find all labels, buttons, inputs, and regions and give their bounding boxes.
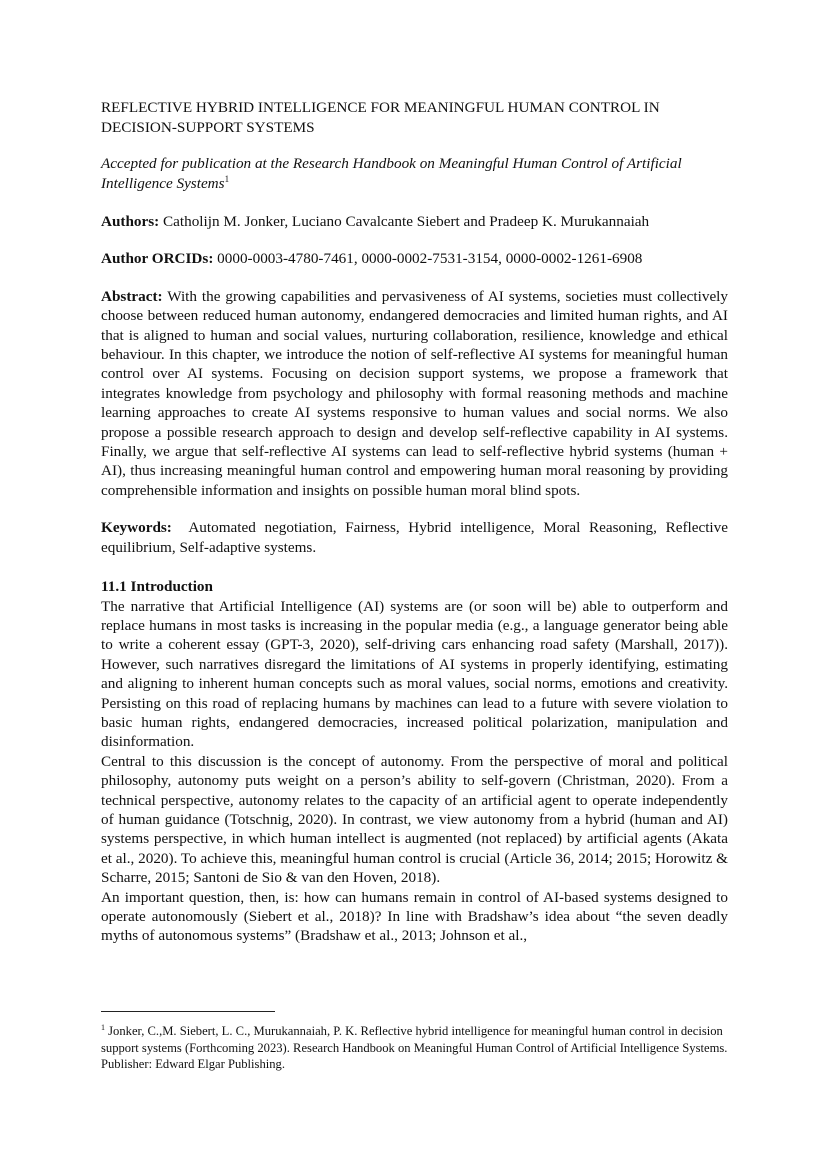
abstract-text: With the growing capabilities and pervasiveness of AI systems, societies must collectively choose between reduced human autonomy, endangered democracies and limited human rights, and AI that is aligned to human and social values, nurturing collaboration, resilience, knowledge and ethical behaviour. In this chapter, we introduce the notion of self-reflective AI systems for meaningful human control over AI systems. Focusing on decision support systems, we propose a framework that integrates knowledge from psychology and philosophy with formal reasoning methods and machine learning approaches to create AI systems responsive to human values and social norms. We also propose a possible research approach to design and develop self-reflective capability in AI systems. Finally, we argue that self-reflective AI systems can lead to self-reflective hybrid systems (human + AI), thus increasing meaningful human control and empowering human moral reasoning by providing comprehensible information and insights on possible human moral blind spots. [101,287,728,499]
keywords-text: Automated negotiation, Fairness, Hybrid intelligence, Moral Reasoning, Reflective equilibrium, Self-adaptive systems. [101,519,728,556]
authors-label: Authors: [101,213,160,230]
authors-names: Catholijn M. Jonker, Luciano Cavalcante Siebert and Pradeep K. Murukannaiah [163,213,650,230]
footnote-mark: 1 [101,1023,105,1032]
orcids-values: 0000-0003-4780-7461, 0000-0002-7531-3154, 0000-0002-1261-6908 [217,250,643,268]
orcids-line [101,249,728,268]
paper-page [101,98,728,946]
section-heading: 11.1 Introduction [101,578,213,596]
footnote-reference[interactable]: 1 [224,173,230,184]
footnote-divider [101,1011,275,1012]
abstract-label: Abstract: [101,287,163,305]
paper-title: REFLECTIVE HYBRID INTELLIGENCE FOR MEANINGFUL HUMAN CONTROL IN DECISION-SUPPORT SYSTEMS [101,99,660,136]
body-paragraph: The narrative that Artificial Intelligence (AI) systems are (or soon will be) able to outperform and replace humans in most tasks is increasing in the popular media (e.g., a language generator being able to write a coherent essay (GPT-3, 2020), self-driving cars enhancing road safety (Marshall, 2017)). However, such narratives disregard the limitations of AI systems in properly identifying, estimating and aligning to inherent human concepts such as moral values, social norms, emotions and creativity. Persisting on this road of replacing humans by machines can lead to a future with severe violation to basic human rights, endangered democracies, increased political polarization, manipulation and disinformation. [101,597,728,751]
orcids-label: Author ORCIDs: [101,250,214,268]
keywords-label: Keywords: [101,519,172,537]
footnote [101,1020,728,1073]
keywords [101,518,728,557]
body-paragraph: An important question, then, is: how can humans remain in control of AI-based systems designed to operate autonomously (Siebert et al., 2018)? In line with Bradshaw’s idea about “the seven deadly myths of autonomous systems” (Bradshaw et al., 2013; Johnson et al., [101,888,728,945]
publication-note-text: Accepted for publication at the Research Handbook on Meaningful Human Control of Artificial Intelligence Systems [101,155,682,192]
footnote-text: Jonker, C.,M. Siebert, L. C., Murukannaiah, P. K. Reflective hybrid intelligence for meaningful human control in decision support systems (Forthcoming 2023). Research Handbook on Meaningful Human Control of Artificial Intelligence Systems. Publisher: Edward Elgar Publishing. [101,1024,728,1072]
authors-line [101,212,728,231]
body-paragraph: Central to this discussion is the concept of autonomy. From the perspective of moral and political philosophy, autonomy puts weight on a person’s ability to self-govern (Christman, 2020). From a technical perspective, autonomy relates to the capacity of an artificial agent to operate independently of human guidance (Totschnig, 2020). In contrast, we view autonomy from a hybrid (human and AI) systems perspective, in which human intellect is augmented (not replaced) by artificial agents (Akata et al., 2020). To achieve this, meaningful human control is crucial (Article 36, 2014; 2015; Horowitz & Scharre, 2015; Santoni de Sio & van den Hoven, 2018). [101,752,728,887]
abstract [101,287,728,500]
publication-note [101,154,728,194]
